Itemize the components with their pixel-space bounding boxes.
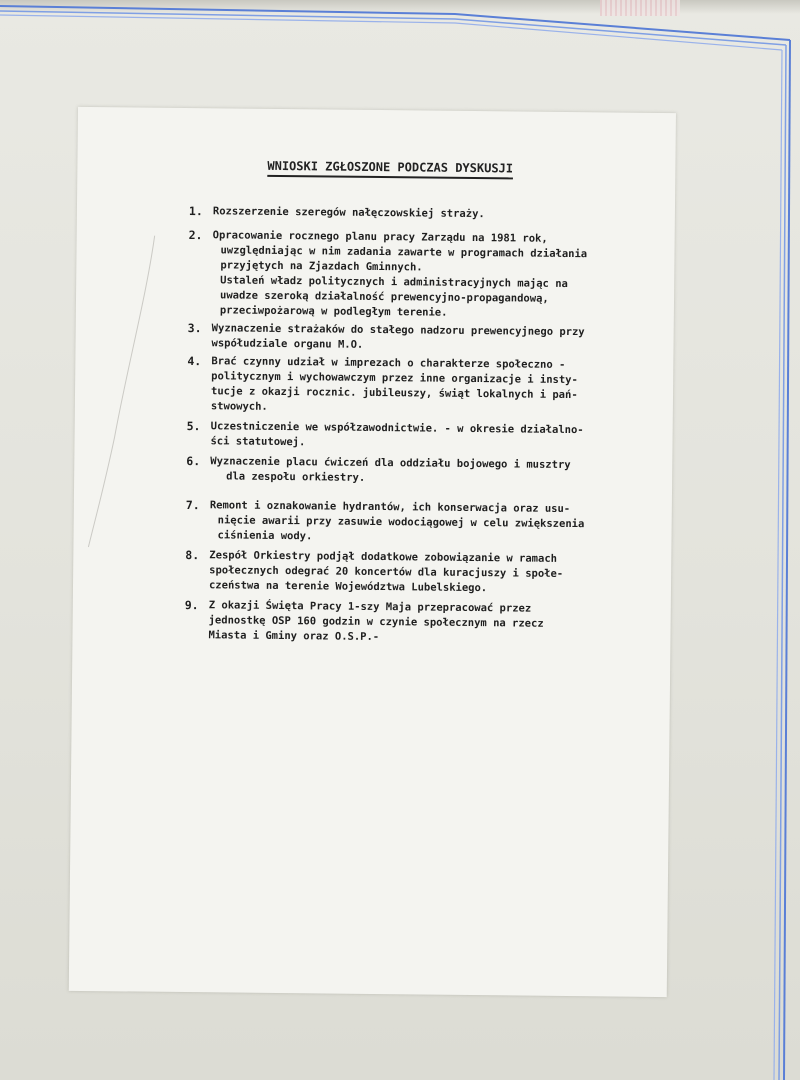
item-line: Z okazji Święta Pracy 1-szy Maja przepracować przez: [208, 599, 532, 615]
item-line: Uczestniczenie we współzawodnictwie. - w okresie działalno-: [210, 420, 584, 437]
item-line: przeciwpożarową w podległym terenie.: [219, 304, 448, 319]
item-line: Opracowanie rocznego planu pracy Zarządu na 1981 rok,: [212, 229, 548, 245]
item-number: 7.: [185, 498, 200, 513]
item-line: tucje z okazji rocznic. jubileuszy, świąt lokalnych i pań-: [210, 385, 578, 402]
item-line: Wyznaczenie strażaków do stałego nadzoru prewencyjnego przy: [211, 322, 585, 339]
list-item: [185, 548, 655, 598]
item-line: Remont i oznakowanie hydrantów, ich konserwacja oraz usu-: [209, 499, 571, 516]
proposals-list: [184, 204, 659, 648]
item-number: 6.: [186, 454, 201, 469]
list-item: [186, 454, 656, 489]
item-line: dla zespołu orkiestry.: [226, 470, 366, 484]
item-line: współudziale organu M.O.: [211, 337, 364, 351]
item-number: 2.: [188, 228, 203, 243]
item-number: 4.: [187, 354, 202, 369]
list-item: [187, 321, 657, 356]
list-item: [185, 498, 655, 548]
item-line: Zespół Orkiestry podjął dodatkowe zobowiązanie w ramach: [209, 549, 558, 565]
item-line: politycznym i wychowawczym przez inne organizacje i insty-: [211, 370, 578, 387]
item-number: 8.: [185, 548, 200, 563]
item-number: 3.: [187, 321, 202, 336]
list-item: [188, 228, 659, 323]
item-line: uwzględniając w nim zadania zawarte w programach działania: [220, 244, 588, 261]
item-line: Rozszerzenie szeregów nałęczowskiej straży.: [212, 205, 485, 221]
item-number: 9.: [184, 598, 199, 613]
item-line: ciśnienia wody.: [217, 529, 313, 543]
document-title: WNIOSKI ZGŁOSZONE PODCZAS DYSKUSJI: [267, 158, 514, 176]
item-line: przyjętych na Zjazdach Gminnych.: [220, 259, 423, 274]
item-line: Brać czynny udział w imprezach o charakterze społeczno -: [211, 355, 566, 371]
item-number: 5.: [186, 419, 201, 434]
list-item: [186, 419, 656, 454]
item-line: nięcie awarii przy zasuwie wodociągowej w celu zwiększenia: [217, 514, 585, 531]
item-line: społecznych odegrać 20 koncertów dla kuracjuszy i społe-: [209, 564, 564, 580]
list-item: [184, 598, 654, 648]
typed-document-sheet: [69, 107, 676, 997]
item-line: Wyznaczenie placu ćwiczeń dla oddziału bojowego i musztry: [210, 455, 571, 472]
item-line: jednostkę OSP 160 godzin w czynie społecznym na rzecz: [208, 614, 544, 630]
item-line: ści statutowej.: [210, 435, 306, 449]
item-line: uwadze szeroką działalność prewencyjno-propagandową,: [219, 289, 549, 305]
item-number: 1.: [188, 204, 203, 219]
item-line: Ustaleń władz politycznych i administracyjnych mając na: [220, 274, 568, 291]
item-line: stwowych.: [210, 400, 268, 413]
item-line: czeństwa na terenie Województwa Lubelskiego.: [208, 579, 488, 595]
list-item: [187, 354, 658, 419]
item-line: Miasta i Gminy oraz O.S.P.-: [208, 629, 380, 644]
